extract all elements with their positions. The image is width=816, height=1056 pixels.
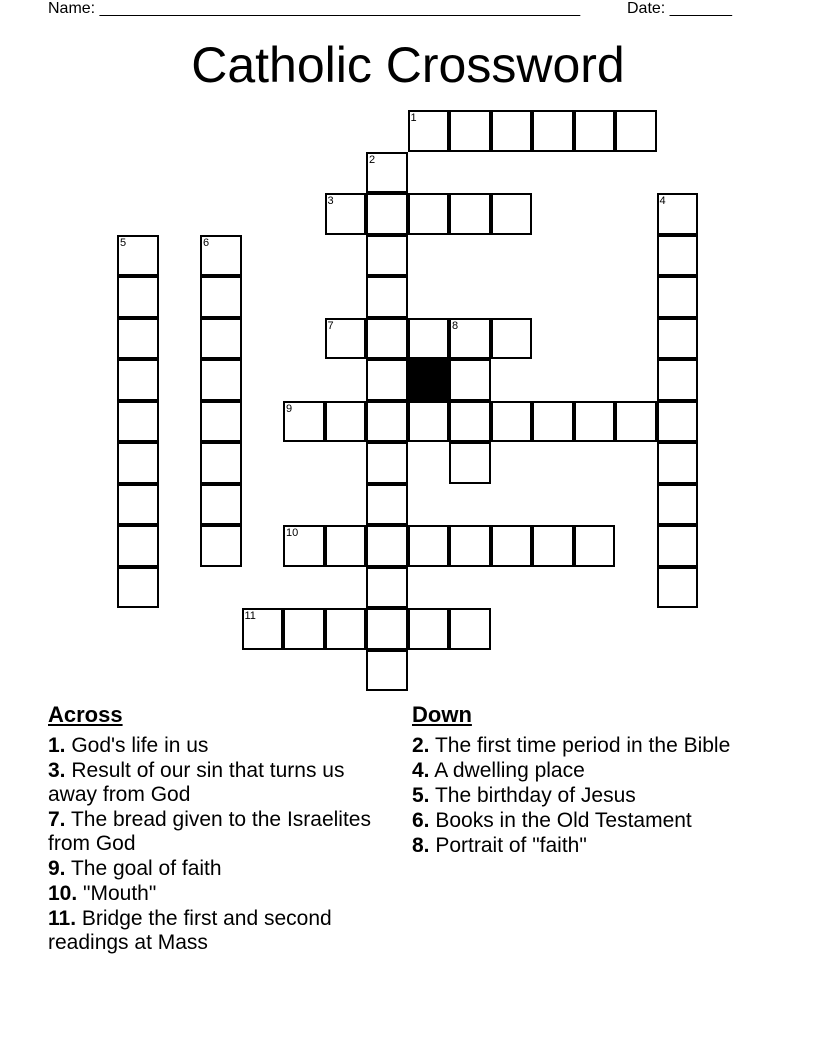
clue-text: A dwelling place [429, 759, 585, 782]
crossword-cell[interactable] [200, 525, 242, 567]
down-clue [412, 834, 752, 858]
across-clue [48, 907, 388, 955]
crossword-cell[interactable] [325, 525, 367, 567]
clue-number: 1 [410, 112, 417, 124]
clue-text: Portrait of "faith" [429, 834, 587, 857]
crossword-cell[interactable] [117, 442, 159, 484]
crossword-cell[interactable] [449, 442, 491, 484]
crossword-black-cell [408, 359, 450, 401]
crossword-cell[interactable] [408, 318, 450, 360]
clue-number-label: 4. [412, 759, 430, 782]
crossword-cell[interactable] [325, 318, 367, 360]
down-clues [412, 702, 752, 859]
crossword-cell[interactable] [325, 608, 367, 650]
crossword-cell[interactable] [117, 276, 159, 318]
clue-number-label: 7. [48, 808, 66, 831]
clue-number-label: 6. [412, 809, 430, 832]
crossword-cell[interactable] [117, 401, 159, 443]
clue-text: God's life in us [65, 734, 209, 757]
across-heading: Across [48, 702, 123, 727]
crossword-cell[interactable] [657, 567, 699, 609]
crossword-cell[interactable] [200, 276, 242, 318]
crossword-cell[interactable] [657, 442, 699, 484]
crossword-cell[interactable] [408, 401, 450, 443]
crossword-cell[interactable] [200, 318, 242, 360]
name-field-label: Name: ______________________________________________________ [48, 0, 581, 17]
date-field-label: Date: _______ [627, 0, 732, 17]
clue-number: 3 [327, 195, 334, 207]
crossword-cell[interactable] [449, 110, 491, 152]
crossword-cell[interactable] [657, 525, 699, 567]
crossword-cell[interactable] [283, 525, 325, 567]
crossword-cell[interactable] [117, 484, 159, 526]
crossword-cell[interactable] [574, 401, 616, 443]
crossword-cell[interactable] [532, 401, 574, 443]
crossword-cell[interactable] [366, 152, 408, 194]
clue-number: 5 [120, 236, 127, 249]
crossword-cell[interactable] [657, 401, 699, 443]
crossword-cell[interactable] [366, 608, 408, 650]
clue-number-label: 11. [48, 907, 77, 930]
crossword-cell[interactable] [657, 235, 699, 277]
clue-number: 7 [327, 319, 334, 332]
clue-number: 10 [286, 527, 299, 539]
crossword-cell[interactable] [366, 650, 408, 692]
clue-text: "Mouth" [77, 882, 157, 905]
clue-text: The goal of faith [65, 857, 222, 880]
crossword-cell[interactable] [366, 401, 408, 443]
crossword-cell[interactable] [117, 318, 159, 360]
crossword-cell[interactable] [117, 525, 159, 567]
across-clue-list [48, 734, 388, 955]
clue-number: 2 [369, 153, 376, 166]
crossword-cell[interactable] [491, 525, 533, 567]
crossword-cell[interactable] [491, 401, 533, 443]
crossword-cell[interactable] [449, 359, 491, 401]
crossword-cell[interactable] [200, 484, 242, 526]
crossword-cell[interactable] [449, 608, 491, 650]
crossword-cell[interactable] [117, 359, 159, 401]
crossword-cell[interactable] [366, 359, 408, 401]
clue-number-label: 10. [48, 882, 78, 905]
clue-number: 11 [244, 610, 256, 622]
clue-text: Result of our sin that turns us away from God [48, 759, 345, 806]
across-clues [48, 702, 388, 956]
clue-text: Bridge the first and second readings at Mass [48, 907, 332, 954]
page-title: Catholic Crossword [191, 37, 625, 93]
crossword-cell[interactable] [117, 567, 159, 609]
crossword-cell[interactable] [283, 401, 325, 443]
clue-number: 9 [286, 402, 293, 415]
crossword-cell[interactable] [449, 318, 491, 360]
crossword-cell[interactable] [366, 442, 408, 484]
crossword-cell[interactable] [657, 359, 699, 401]
clue-number-label: 3. [48, 759, 66, 782]
clue-number-label: 1. [48, 734, 66, 757]
crossword-cell[interactable] [366, 484, 408, 526]
crossword-cell[interactable] [574, 525, 616, 567]
crossword-cell[interactable] [366, 193, 408, 235]
crossword-cell[interactable] [657, 276, 699, 318]
crossword-cell[interactable] [449, 401, 491, 443]
crossword-cell[interactable] [325, 193, 367, 235]
crossword-cell[interactable] [615, 110, 657, 152]
clue-text: Books in the Old Testament [429, 809, 692, 832]
clue-number-label: 9. [48, 857, 66, 880]
crossword-cell[interactable] [366, 567, 408, 609]
across-clue [48, 734, 388, 758]
crossword-cell[interactable] [408, 193, 450, 235]
across-clue [48, 808, 388, 856]
down-heading: Down [412, 702, 472, 727]
crossword-cell[interactable] [657, 318, 699, 360]
crossword-cell[interactable] [117, 235, 159, 277]
crossword-cell[interactable] [408, 525, 450, 567]
header-line [48, 0, 748, 20]
crossword-cell[interactable] [283, 608, 325, 650]
crossword-cell[interactable] [242, 608, 284, 650]
crossword-cell[interactable] [657, 193, 699, 235]
clue-number-label: 2. [412, 734, 430, 757]
down-clue [412, 809, 752, 833]
crossword-cell[interactable] [532, 110, 574, 152]
clue-number: 6 [203, 236, 210, 249]
across-clue [48, 882, 388, 906]
crossword-cell[interactable] [366, 525, 408, 567]
crossword-cell[interactable] [615, 401, 657, 443]
crossword-cell[interactable] [657, 484, 699, 526]
clue-number: 8 [452, 319, 459, 332]
clue-text: The birthday of Jesus [429, 784, 636, 807]
down-clue [412, 734, 752, 758]
crossword-cell[interactable] [366, 276, 408, 318]
crossword-cell[interactable] [366, 235, 408, 277]
down-clue [412, 759, 752, 783]
crossword-cell[interactable] [491, 193, 533, 235]
crossword-cell[interactable] [532, 525, 574, 567]
crossword-cell[interactable] [200, 401, 242, 443]
clue-number: 4 [659, 195, 666, 207]
clue-text: The first time period in the Bible [429, 734, 731, 757]
crossword-cell[interactable] [491, 110, 533, 152]
crossword-cell[interactable] [200, 442, 242, 484]
crossword-cell[interactable] [366, 318, 408, 360]
crossword-cell[interactable] [200, 235, 242, 277]
down-clue [412, 784, 752, 808]
crossword-cell[interactable] [200, 359, 242, 401]
crossword-cell[interactable] [408, 608, 450, 650]
crossword-cell[interactable] [449, 525, 491, 567]
clue-text: The bread given to the Israelites from God [48, 808, 371, 855]
crossword-cell[interactable] [408, 110, 450, 152]
crossword-cell[interactable] [325, 401, 367, 443]
down-clue-list [412, 734, 752, 858]
across-clue [48, 857, 388, 881]
clue-number-label: 8. [412, 834, 430, 857]
crossword-cell[interactable] [491, 318, 533, 360]
crossword-cell[interactable] [449, 193, 491, 235]
clue-number-label: 5. [412, 784, 430, 807]
across-clue [48, 759, 388, 807]
crossword-cell[interactable] [574, 110, 616, 152]
